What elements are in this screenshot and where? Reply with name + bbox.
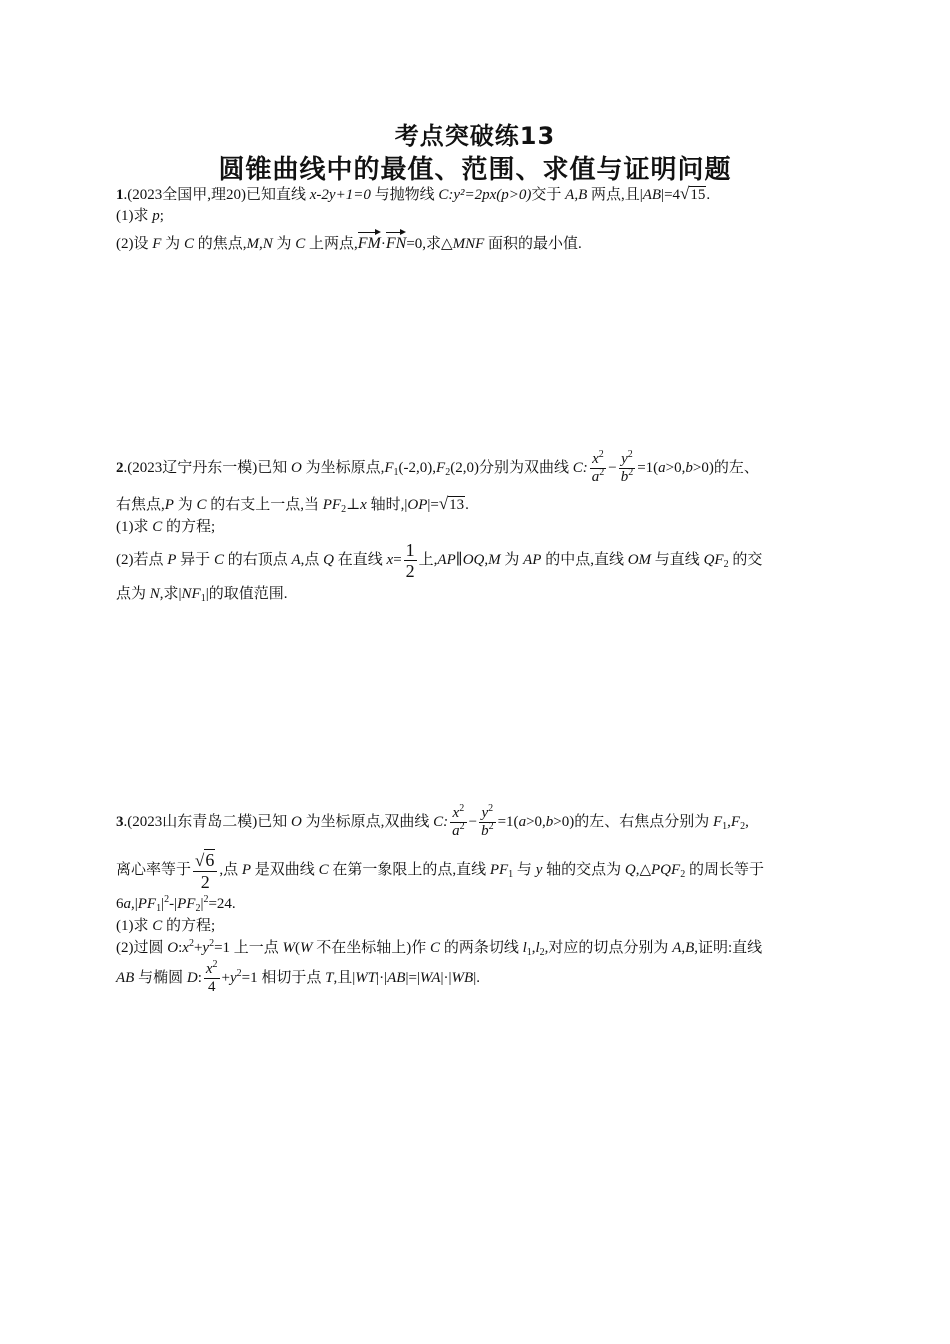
vector-fn: FN (386, 230, 406, 254)
q3-line2: 离心率等于 $\frac{√6}{2}$ ,点 P 是双曲线 C 在第一象限上的点,直线 $PF_1$ 与 y 轴的交点为 $Q,\triangle PQF_2$ 的周长等于 (116, 849, 764, 892)
q1-part2: (2)设 F 为 C 的焦点,M,N 为 C 上两点,FM·FN=0,求△MNF 面积的最小值. (116, 230, 582, 254)
fraction-y2-b2: $\frac{y^2}{b^2}$ (481, 803, 494, 840)
q1-number: 1 (116, 187, 124, 203)
q1-part1: (1)求 p; (116, 208, 164, 224)
fraction-x2-a2: $\frac{x^2}{a^2}$ (591, 449, 605, 486)
sqrt-15: √15 (680, 184, 706, 203)
fraction-y2-b2: $\frac{y^2}{b^2}$ (620, 449, 634, 486)
page-subtitle: 圆锥曲线中的最值、范围、求值与证明问题 (218, 155, 732, 185)
q2-line2: 右焦点,P 为 C 的右支上一点,当 $PF_2\perp x$ 轴时,|OP|=√13. (116, 494, 469, 515)
fraction-sqrt6-over-2: $\frac{√6}{2}$ (193, 850, 217, 892)
q1-stem: 1.(2023全国甲,理20)已知直线 x-2y+1=0 与抛物线 C:y²=2px(p>0)交于 A,B 两点,且|AB|=4√15. (116, 184, 711, 203)
q2-part1: (1)求 C 的方程; (116, 519, 216, 535)
q3-stem: 3.(2023山东青岛二模)已知 O 为坐标原点,双曲线 C: $\frac{x^2}{a^2}$ − $\frac{y^2}{b^2}$ =1(a>0,b>0)的左、右焦点分别为 $F_1,F_2$, (116, 803, 749, 840)
q3-part1: (1)求 C 的方程; (116, 918, 216, 934)
q2-stem: 2.(2023辽宁丹东一模)已知 O 为坐标原点$,F_1(-2,0),F_2(2,0)$分别为双曲线 C: $\frac{x^2}{a^2}$ − $\frac{y^2}{b^2}$ =1(a>0,b>0)的左、 (116, 449, 759, 486)
q2-line4: 点为 N,求$|NF_1|$的取值范围. (116, 586, 288, 604)
q3-number: 3 (116, 814, 124, 830)
q3-part2: (2)过圆 $O:x^2+y^2=1$ 上一点 W(W 不在坐标轴上)作 C 的两条切线 $l_1,l_2$,对应的切点分别为 A,B,证明:直线 (116, 938, 763, 958)
q3-line6: AB 与椭圆 D: $\frac{x^2}{4}$ $+y^2=1$ 相切于点 T,且|WT|·|AB|=|WA|·|WB|. (116, 959, 480, 996)
sqrt-13: √13 (438, 494, 465, 513)
fraction-x2-a2: $\frac{x^2}{a^2}$ (452, 803, 465, 840)
q2-part2: (2)若点 P 异于 C 的右顶点 A,点 Q 在直线 x= $\frac{1}{2}$ 上,AP∥OQ,M 为 AP 的中点,直线 OM 与直线 $QF_2$ 的交 (116, 540, 763, 582)
fraction-one-half: $\frac{1}{2}$ (405, 540, 415, 582)
vector-fm: FM (358, 230, 381, 254)
page-title: 考点突破练13 (394, 122, 556, 150)
fraction-x2-over-4: $\frac{x^2}{4}$ (205, 959, 218, 996)
q2-number: 2 (116, 460, 124, 476)
q3-line3: $6a,|PF_1|^2-|PF_2|^2=24$. (116, 894, 236, 914)
